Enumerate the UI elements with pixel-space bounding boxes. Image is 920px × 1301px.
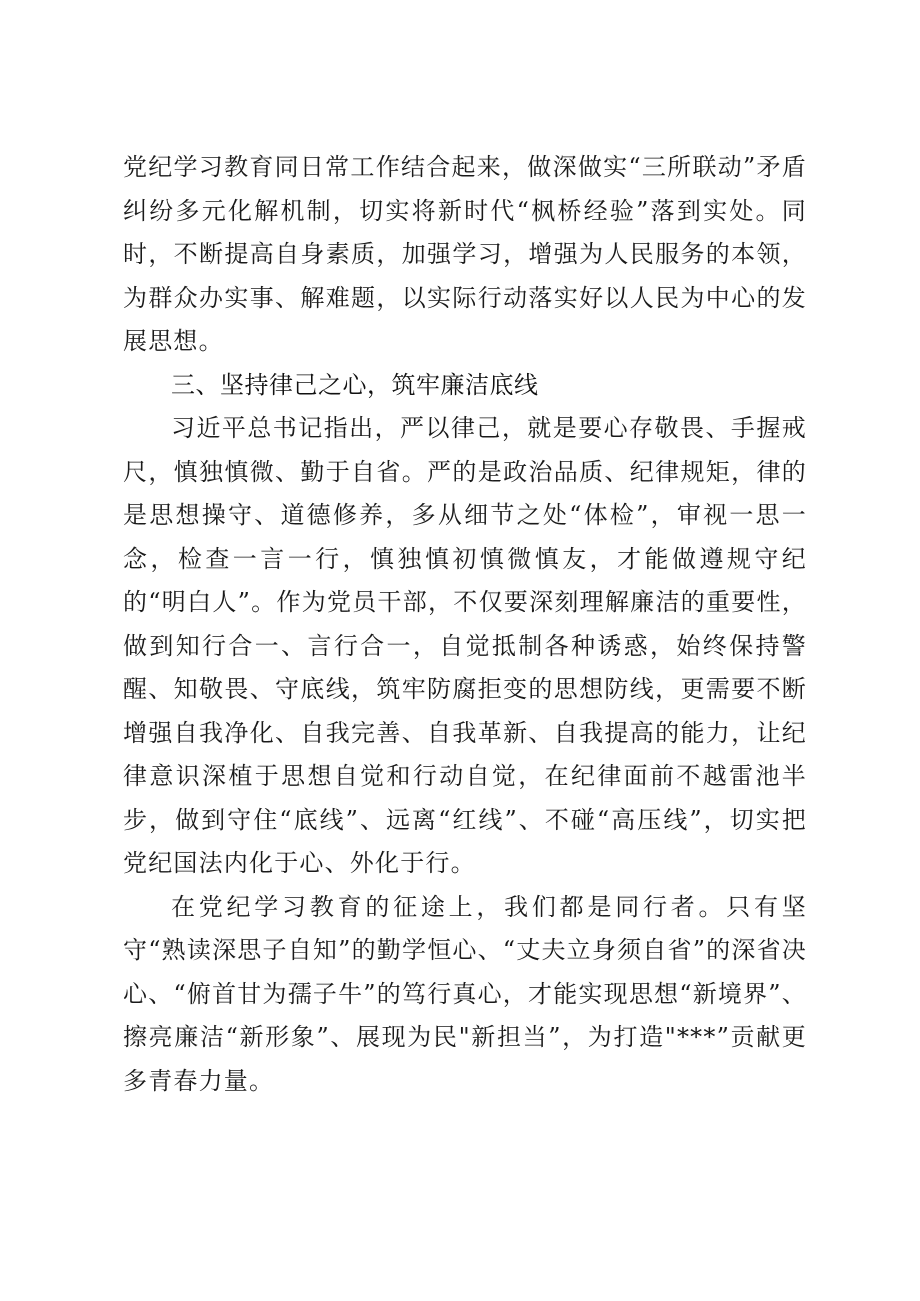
paragraph-conclusion: 在党纪学习教育的征途上，我们都是同行者。只有坚守“熟读深思子自知”的勤学恒心、“丈夫立身须自省”的深省决心、“俯首甘为孺子牛”的笃行真心，才能实现思想“新境界”、擦亮廉洁“新形象”、展现为民"新担当”，为打造"***”贡献更多青春力量。 (123, 892, 807, 1095)
section-heading: 三、坚持律己之心，筑牢廉洁底线 (171, 370, 539, 399)
paragraph-self-discipline: 习近平总书记指出，严以律己，就是要心存敬畏、手握戒尺，慎独慎微、勤于自省。严的是政治品质、纪律规矩，律的是思想操守、道德修养，多从细节之处“体检”，审视一思一念，检查一言一行，慎独慎初慎微慎友，才能做遵规守纪的“明白人”。作为党员干部，不仅要深刻理解廉洁的重要性，做到知行合一、言行合一，自觉抵制各种诱惑，始终保持警醒、知敬畏、守底线，筑牢防腐拒变的思想防线，更需要不断增强自我净化、自我完善、自我革新、自我提高的能力，让纪律意识深植于思想自觉和行动自觉，在纪律面前不越雷池半步，做到守住“底线”、远离“红线”、不碰“高压线”，切实把党纪国法内化于心、外化于行。 (123, 414, 807, 877)
paragraph-continuation: 党纪学习教育同日常工作结合起来，做深做实“三所联动”矛盾纠纷多元化解机制，切实将新时代“枫桥经验”落到实处。同时，不断提高自身素质，加强学习，增强为人民服务的本领，为群众办实事、解难题，以实际行动落实好以人民为中心的发展思想。 (123, 153, 807, 355)
document-body (123, 146, 807, 1103)
